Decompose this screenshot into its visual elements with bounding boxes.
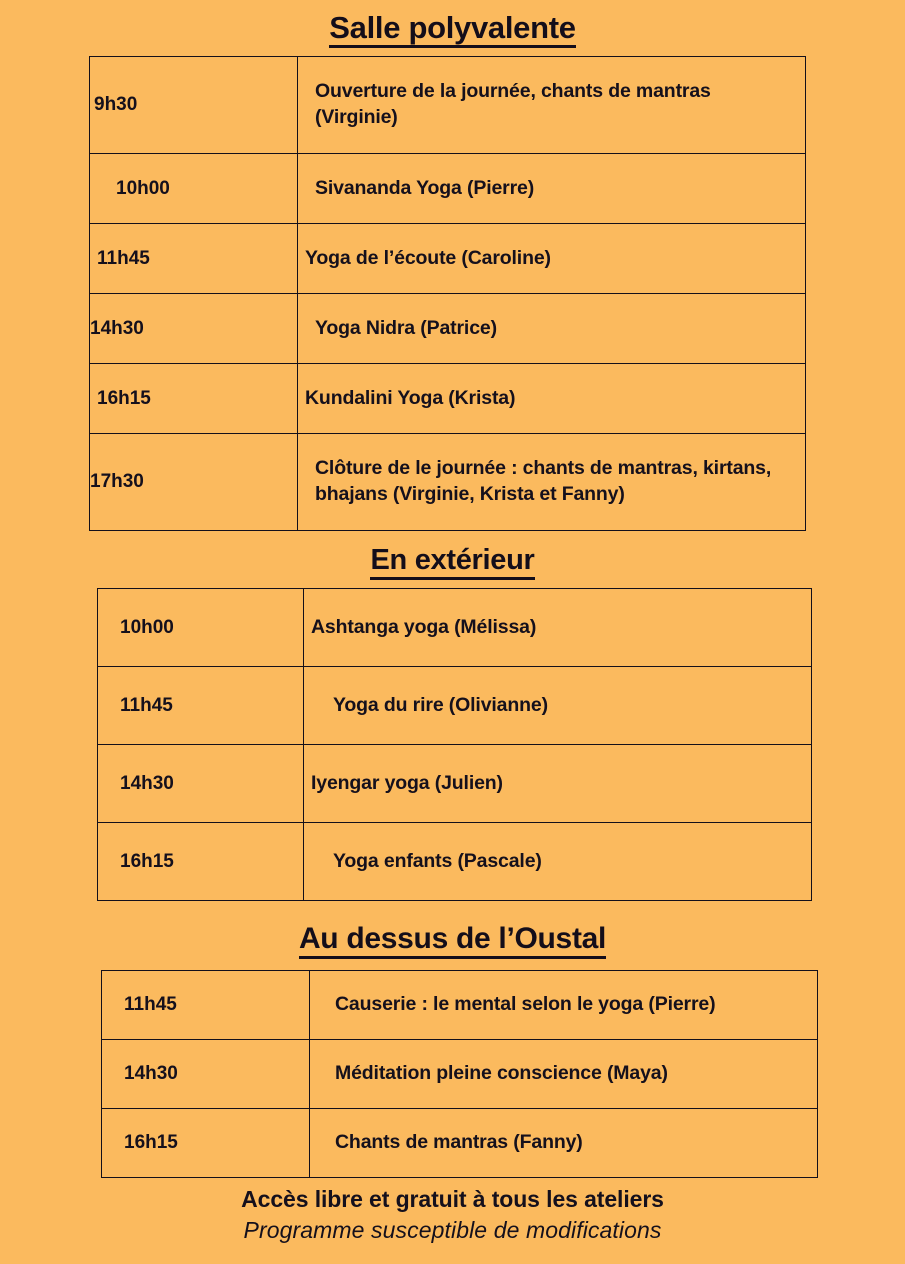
time-cell: 11h45: [90, 224, 298, 294]
table-row: [98, 667, 812, 745]
time-cell: 17h30: [90, 434, 298, 531]
footer-access-note: Accès libre et gratuit à tous les ateliers: [241, 1186, 664, 1212]
table-row: [98, 589, 812, 667]
time-cell: 11h45: [98, 667, 304, 745]
section-heading-au-dessus-de-l-oustal: [0, 924, 905, 959]
section-heading-label: Au dessus de l’Oustal: [299, 924, 606, 959]
time-cell: 16h15: [90, 364, 298, 434]
activity-cell: Yoga Nidra (Patrice): [298, 294, 806, 364]
activity-cell: Sivananda Yoga (Pierre): [298, 154, 806, 224]
table-row: [90, 294, 806, 364]
time-cell: 10h00: [90, 154, 298, 224]
activity-cell: Yoga du rire (Olivianne): [304, 667, 812, 745]
section-heading-label: En extérieur: [370, 546, 534, 580]
activity-cell: Clôture de le journée : chants de mantras, kirtans, bhajans (Virginie, Krista et Fanny): [298, 434, 806, 531]
table-row: [102, 1109, 818, 1178]
section-heading-salle-polyvalente: [0, 12, 905, 48]
activity-cell: Yoga enfants (Pascale): [304, 823, 812, 901]
schedule-table-salle-polyvalente: [89, 56, 806, 531]
time-cell: 14h30: [90, 294, 298, 364]
section-heading-en-exterieur: [0, 546, 905, 580]
time-cell: 14h30: [98, 745, 304, 823]
section-heading-label: Salle polyvalente: [329, 12, 575, 48]
activity-cell: Kundalini Yoga (Krista): [298, 364, 806, 434]
time-cell: 16h15: [102, 1109, 310, 1178]
time-cell: 9h30: [90, 57, 298, 154]
time-cell: 10h00: [98, 589, 304, 667]
time-cell: 16h15: [98, 823, 304, 901]
table-row: [102, 1040, 818, 1109]
table-row: [90, 434, 806, 531]
activity-cell: Ouverture de la journée, chants de mantras (Virginie): [298, 57, 806, 154]
table-row: [98, 745, 812, 823]
table-row: [90, 57, 806, 154]
schedule-table-en-exterieur: [97, 588, 812, 901]
table-row: [90, 154, 806, 224]
footer-disclaimer: Programme susceptible de modifications: [243, 1217, 662, 1243]
activity-cell: Yoga de l’écoute (Caroline): [298, 224, 806, 294]
time-cell: 14h30: [102, 1040, 310, 1109]
activity-cell: Causerie : le mental selon le yoga (Pierre): [310, 971, 818, 1040]
table-row: [90, 224, 806, 294]
activity-cell: Ashtanga yoga (Mélissa): [304, 589, 812, 667]
activity-cell: Chants de mantras (Fanny): [310, 1109, 818, 1178]
table-row: [90, 364, 806, 434]
activity-cell: Méditation pleine conscience (Maya): [310, 1040, 818, 1109]
time-cell: 11h45: [102, 971, 310, 1040]
table-row: [102, 971, 818, 1040]
table-row: [98, 823, 812, 901]
schedule-table-au-dessus-de-l-oustal: [101, 970, 818, 1178]
activity-cell: Iyengar yoga (Julien): [304, 745, 812, 823]
